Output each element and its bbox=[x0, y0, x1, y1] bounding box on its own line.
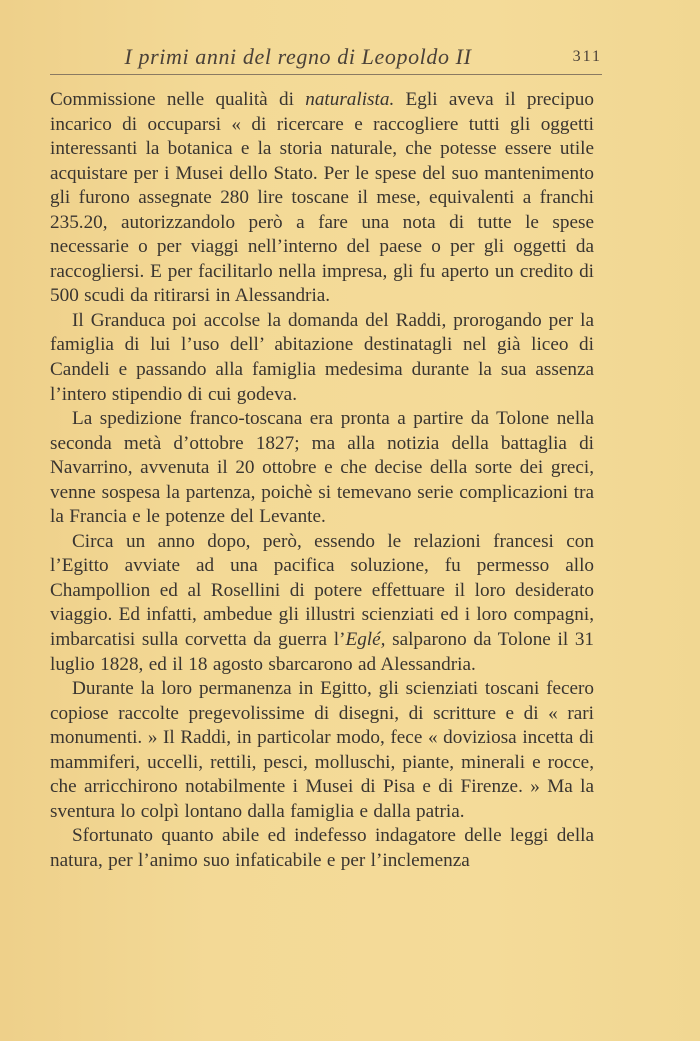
paragraph-4-text-a: Circa un anno dopo, però, essendo le relazioni francesi con l’Egitto avviate ad una pacifica soluzione, fu permesso allo Champollion ed al Rosellini di potere effettuare il loro desiderato viaggio. Ed infatti, ambedue gli illustri scienziati ed i loro compagni, imbarcatisi sulla corvetta da guerra l’ bbox=[50, 530, 594, 651]
paragraph-1-text-a: Commissione nelle qualità di bbox=[50, 89, 306, 110]
body-text bbox=[50, 88, 594, 874]
paragraph-4-text-c: salparono da Tolone il 31 luglio 1828, ed il 18 agosto sbarcarono ad Alessandria. bbox=[50, 629, 595, 675]
paragraph-3: La spedizione franco-toscana era pronta a partire da Tolone nella seconda metà d’ottobre 1827; ma alla notizia della battaglia di Navarrino, avvenuta il 20 ottobre e che decise della sorte dei greci, venne sospesa la partenza, poichè si temevano serie complicazioni tra la Francia e le potenze del Levante. bbox=[50, 408, 594, 528]
paragraph-5: Durante la loro permanenza in Egitto, gli scienziati toscani fecero copiose raccolte pregevolissime di disegni, di scritture e di « rari monumenti. » Il Raddi, in particolar modo, fece « doviziosa incetta di mammiferi, uccelli, rettili, pesci, molluschi, piante, minerali e rocce, che arricchirono notabilmente i Musei di Pisa e di Firenze. » Ma la sventura lo colpì lontano dalla famiglia e dalla patria. bbox=[50, 678, 594, 822]
page-number: 311 bbox=[572, 48, 602, 65]
header-rule bbox=[50, 74, 602, 75]
running-header bbox=[50, 44, 602, 74]
italic-ship-name: Eglé, bbox=[345, 629, 386, 651]
paragraph-6: Sfortunato quanto abile ed indefesso indagatore delle leggi della natura, per l’animo suo infaticabile e per l’inclemenza bbox=[50, 825, 594, 871]
paragraph-2: Il Granduca poi accolse la domanda del Raddi, prorogando per la famiglia di lui l’uso dell’ abitazione destinatagli nel già liceo di Candeli e passando alla famiglia medesima durante la sua assenza l’intero stipendio di cui godeva. bbox=[50, 309, 594, 405]
running-title: I primi anni del regno di Leopoldo II bbox=[124, 44, 472, 69]
paragraph-1-text-c: Egli aveva il precipuo incarico di occuparsi « di ricercare e raccogliere tutti gli oggetti interessanti la botanica e la storia naturale, che potesse essere utile acquistare per i Musei dello Stato. Per le spese del suo mantenimento gli furono assegnate 280 lire toscane il mese, equivalenti a franchi 235.20, autorizzandolo però a fare una nota di tutte le spese necessarie o per viaggi nell’interno del paese o per gli oggetti da raccogliersi. E per facilitarlo nella impresa, gli fu aperto un credito di 500 scudi da ritirarsi in Alessandria. bbox=[50, 89, 594, 307]
paragraph-4 bbox=[50, 530, 594, 677]
paragraph-1 bbox=[50, 88, 594, 309]
italic-term-naturalista: naturalista. bbox=[305, 89, 395, 110]
